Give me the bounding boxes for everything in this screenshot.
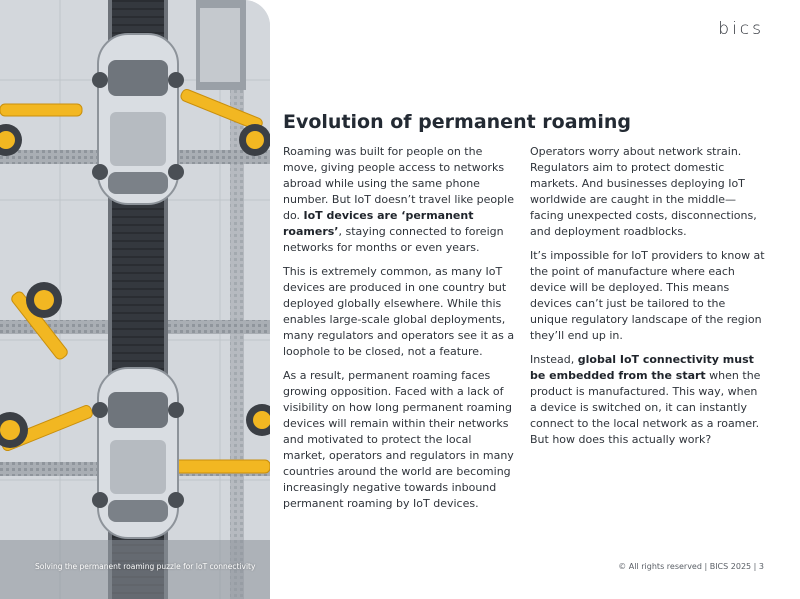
right-paragraph-2: It’s impossible for IoT providers to know at the point of manufacture where each device will be deployed. This means devices can’t just be tailored to the unique regulatory landscape of the region they’ll end up in.: [530, 249, 765, 342]
footer-copyright: © All rights reserved | BICS 2025 | 3: [618, 562, 764, 571]
right-paragraph-3: [530, 352, 766, 448]
left-p1-bold: IoT devices are ‘permanent roamers’: [283, 209, 474, 238]
bics-logo: bics: [718, 19, 764, 39]
left-p1-text-c: , staying connected to foreign networks for months or even years.: [283, 225, 504, 254]
factory-assembly-line-photo: [0, 0, 270, 599]
page-title: Evolution of permanent roaming: [283, 111, 631, 133]
right-text-column: [530, 144, 766, 456]
left-paragraph-1: [283, 144, 515, 256]
left-p1-text-a: Roaming was built for people on the move, giving people access to networks abroad while using the same phone number. But IoT doesn’t travel like people do.: [283, 145, 514, 222]
right-p3-text-c: when the product is manufactured. This way, when a device is switched on, it can instantly connect to the local network as a roamer. But how does this actually work?: [530, 369, 761, 446]
right-p3-text-a: Instead,: [530, 353, 578, 366]
left-text-column: [283, 144, 515, 520]
photo-caption: Solving the permanent roaming puzzle for IoT connectivity: [35, 562, 256, 571]
left-paragraph-2: This is extremely common, as many IoT devices are produced in one country but deployed globally elsewhere. While this enables large-scale global deployments, many regulators and operators see it as a loophole to be closed, not a feature.: [283, 265, 515, 358]
right-p3-bold: global IoT connectivity must be embedded from the start: [530, 353, 754, 382]
left-paragraph-3: As a result, permanent roaming faces growing opposition. Faced with a lack of visibility on how long permanent roaming devices will remain within their networks and motivated to protect the local market, operators and regulators in many countries around the world are becoming increasingly negative towards inbound permanent roaming by IoT devices.: [283, 369, 514, 510]
right-paragraph-1: Operators worry about network strain. Regulators aim to protect domestic markets. And businesses deploying IoT worldwide are caught in the middle—facing unexpected costs, disconnections, and deployment roadblocks.: [530, 145, 757, 238]
